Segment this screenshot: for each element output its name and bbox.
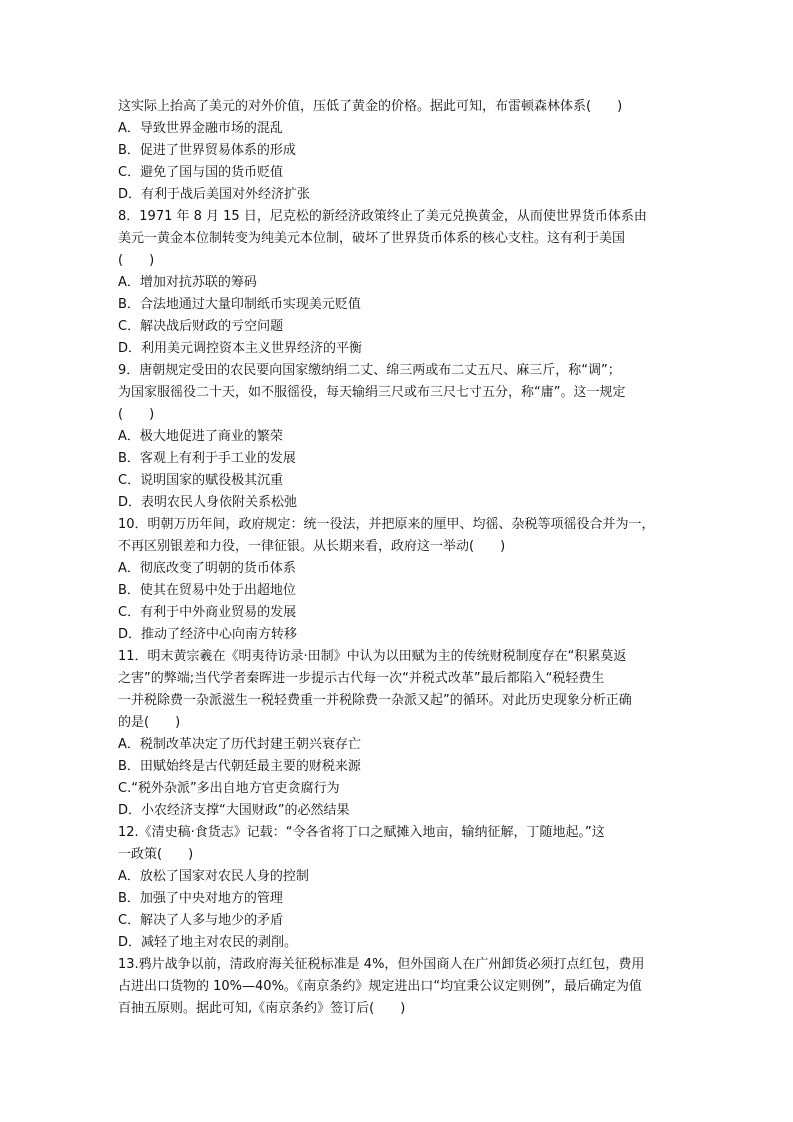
question-stem-line: 之害”的弊端;当代学者秦晖进一步提示古代每一次“并税式改革”最后都陷入“税轻费生 (118, 671, 605, 686)
question-stem-line: 11．明末黄宗羲在《明夷待访录·田制》中认为以田赋为主的传统财税制度存在“积累莫返 (118, 649, 627, 664)
question-stem-line: 8．1971 年 8 月 15 日，尼克松的新经济政策终止了美元兑换黄金，从而使世界货币体系由 (118, 209, 647, 224)
option-c: C．解决战后财政的亏空问题 (118, 319, 284, 334)
option-a: A．极大地促进了商业的繁荣 (118, 429, 283, 444)
question-7 (118, 96, 678, 206)
question-10 (118, 514, 678, 646)
option-b: B．促进了世界贸易体系的形成 (118, 143, 296, 158)
option-c: C.“税外杂派”多出自地方官吏贪腐行为 (118, 781, 340, 796)
option-a: A．放松了国家对农民人身的控制 (118, 869, 309, 884)
question-stem-line: 一政策( ) (118, 847, 194, 862)
option-b: B．使其在贸易中处于出超地位 (118, 583, 296, 598)
question-stem-line: 10．明朝万历年间，政府规定：统一役法，并把原来的厘甲、均徭、杂税等项徭役合并为一， (118, 517, 655, 532)
question-stem-line: 9．唐朝规定受田的农民要向国家缴纳绢二丈、绵三两或布二丈五尺、麻三斤，称“调”； (118, 363, 621, 378)
question-stem-line: 一并税除费一杂派滋生一税轻费重一并税除费一杂派又起”的循环。对此历史现象分析正确 (118, 693, 632, 708)
option-d: D．表明农民人身依附关系松弛 (118, 495, 298, 510)
question-stem-line: 为国家服徭役二十天，如不服徭役，每天输绢三尺或布三尺七寸五分，称“庸”。这一规定 (118, 385, 626, 400)
question-8 (118, 206, 678, 360)
option-d: D．有利于战后美国对外经济扩张 (118, 187, 311, 202)
option-c: C．有利于中外商业贸易的发展 (118, 605, 297, 620)
option-c: C．避免了国与国的货币贬值 (118, 165, 284, 180)
option-d: D．利用美元调控资本主义世界经济的平衡 (118, 341, 363, 356)
question-stem-line: 百抽五原则。据此可知,《南京条约》签订后( ) (118, 1001, 406, 1016)
question-stem-line: 不再区别银差和力役，一律征银。从长期来看，政府这一举动( ) (118, 539, 506, 554)
document-page (118, 96, 678, 1020)
option-b: B．合法地通过大量印制纸币实现美元贬值 (118, 297, 361, 312)
option-d: D．推动了经济中心向南方转移 (118, 627, 298, 642)
option-b: B．客观上有利于手工业的发展 (118, 451, 296, 466)
question-stem-line: 12.《清史稿·食货志》记载：“令各省将丁口之赋摊入地亩，输纳征解，丁随地起。”这 (118, 825, 605, 840)
question-stem-line: ( ) (118, 407, 155, 422)
option-c: C．解决了人多与地少的矛盾 (118, 913, 284, 928)
option-a: A．彻底改变了明朝的货币体系 (118, 561, 296, 576)
option-b: B．田赋始终是古代朝廷最主要的财税来源 (118, 759, 361, 774)
question-stem-line: ( ) (118, 253, 155, 268)
option-a: A．税制改革决定了历代封建王朝兴衰存亡 (118, 737, 361, 752)
question-13 (118, 954, 678, 1020)
question-stem-line: 美元一黄金本位制转变为纯美元本位制，破坏了世界货币体系的核心支柱。这有利于美国 (118, 231, 626, 246)
option-a: A．导致世界金融市场的混乱 (118, 121, 283, 136)
question-11 (118, 646, 678, 822)
question-stem-line: 13.鸦片战争以前，清政府海关征税标准是 4%，但外国商人在广州卸货必须打点红包，费用 (118, 957, 645, 972)
option-a: A．增加对抗苏联的筹码 (118, 275, 257, 290)
option-c: C．说明国家的赋役极其沉重 (118, 473, 284, 488)
question-stem: 这实际上抬高了美元的对外价值，压低了黄金的价格。据此可知，布雷顿森林体系( ) (118, 99, 623, 114)
question-9 (118, 360, 678, 514)
question-12 (118, 822, 678, 954)
option-d: D．小农经济支撑“大国财政”的必然结果 (118, 803, 350, 818)
question-stem-line: 的是( ) (118, 715, 181, 730)
option-b: B．加强了中央对地方的管理 (118, 891, 283, 906)
option-d: D．减轻了地主对农民的剥削。 (118, 935, 298, 950)
question-stem-line: 占进出口货物的 10%—40%。《南京条约》规定进出口“均宜秉公议定则例”，最后确定为值 (118, 979, 642, 994)
